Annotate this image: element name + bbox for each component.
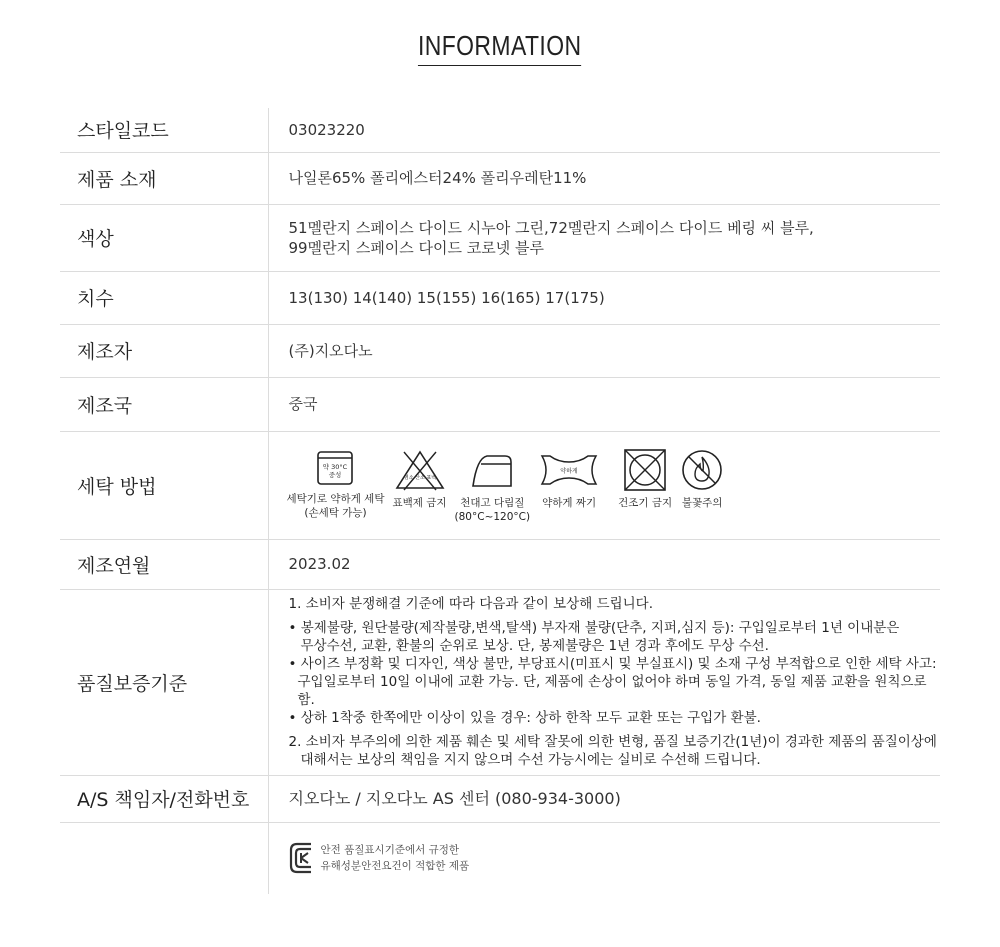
kc-mark-icon — [289, 841, 315, 875]
color-label: 색상 — [60, 204, 268, 271]
no-fire-icon — [680, 448, 724, 492]
warranty-line-1: 1. 소비자 분쟁해결 기준에 따라 다음과 같이 보상해 드립니다. — [288, 596, 653, 612]
iron-icon — [467, 448, 517, 492]
warranty-line-2: • 봉제불량, 원단불량(제작불량,변색,탈색) 부자재 불량(단추, 지퍼,심지 등): 구입일로부터 1년 이내분은 — [288, 620, 900, 636]
kc-value — [268, 822, 940, 894]
country-label: 제조국 — [60, 377, 268, 431]
kc-line-2: 유해성분안전요건이 적합한 제품 — [320, 860, 470, 873]
as-value: 지오다노 / 지오다노 AS 센터 (080-934-3000) — [268, 775, 940, 822]
row-date — [60, 539, 940, 589]
material-value: 나일론65% 폴리에스터24% 폴리우레탄11% — [268, 152, 940, 204]
wash-dryer-label: 건조기 금지 — [618, 497, 673, 509]
date-value: 2023.02 — [268, 539, 940, 589]
warranty-label: 품질보증기준 — [60, 589, 268, 775]
wring-text: 약하게 — [560, 468, 578, 475]
row-color — [60, 204, 940, 271]
color-line-1: 51멜란지 스페이스 다이드 시누아 그린,72멜란지 스페이스 다이드 베링 씨 블루, — [288, 218, 814, 237]
style-code-value: 03023220 — [268, 108, 940, 152]
wash-label: 세탁 방법 — [60, 431, 268, 539]
color-value — [268, 204, 940, 271]
wash-icons — [286, 448, 940, 524]
kc-text — [321, 842, 470, 874]
size-value: 13(130) 14(140) 15(155) 16(165) 17(175) — [268, 271, 940, 324]
warranty-value — [268, 589, 940, 775]
wash-neutral-text: 중성 — [329, 471, 342, 479]
style-code-label: 스타일코드 — [60, 108, 268, 152]
row-wash — [60, 431, 940, 539]
page-title: INFORMATION — [418, 30, 582, 66]
maker-label: 제조자 — [60, 324, 268, 377]
info-table — [60, 108, 940, 894]
wash-item-wring — [538, 448, 600, 510]
row-maker — [60, 324, 940, 377]
material-label: 제품 소재 — [60, 152, 268, 204]
wash-wring-label: 약하게 짜기 — [542, 497, 597, 509]
wash-item-fire — [680, 448, 724, 510]
wash-item-iron — [455, 448, 531, 524]
wring-gently-icon — [538, 448, 600, 492]
row-as — [60, 775, 940, 822]
maker-value: (주)지오다노 — [268, 324, 940, 377]
row-style-code — [60, 108, 940, 152]
warranty-line-8: 대해서는 보상의 책임을 지지 않으며 수선 가능시에는 실비로 수선해 드립니다. — [300, 752, 761, 768]
wash-item-machine — [287, 448, 385, 520]
no-tumble-dry-icon — [622, 448, 668, 492]
warranty-line-6: • 상하 1착중 한쪽에만 이상이 있을 경우: 상하 한착 모두 교환 또는 구입가 환불. — [288, 710, 761, 726]
row-size — [60, 271, 940, 324]
warranty-line-7: 2. 소비자 부주의에 의한 제품 훼손 및 세탁 잘못에 의한 변형, 품질 보증기간(1년)이 경과한 제품의 품질이상에 — [288, 734, 937, 750]
wash-iron-label: 천대고 다림질 — [460, 497, 525, 509]
row-material — [60, 152, 940, 204]
wash-bleach-label: 표백제 금지 — [392, 497, 447, 509]
wash-30-icon — [315, 448, 355, 488]
row-country — [60, 377, 940, 431]
warranty-line-4: • 사이즈 부정확 및 디자인, 색상 불만, 부당표시(미표시 및 부실표시) 및 소재 구성 부적합으로 인한 세탁 사고: — [288, 656, 937, 672]
kc-line-1: 안전 품질표시기준에서 규정한 — [320, 844, 460, 857]
bleach-text: 염소·산소 표백 — [403, 475, 436, 481]
wash-fire-label: 불꽃주의 — [681, 497, 723, 509]
wash-item-dryer — [618, 448, 672, 510]
wash-machine-sub: (손세탁 가능) — [304, 507, 367, 519]
as-label: A/S 책임자/전화번호 — [60, 775, 268, 822]
size-label: 치수 — [60, 271, 268, 324]
color-line-2: 99멜란지 스페이스 다이드 코로넷 블루 — [288, 238, 545, 257]
country-value: 중국 — [268, 377, 940, 431]
no-bleach-icon — [394, 448, 446, 492]
wash-temp-text: 약 30°C — [323, 463, 348, 471]
kc-label-cell — [60, 822, 268, 894]
row-warranty — [60, 589, 940, 775]
kc-block — [289, 841, 940, 875]
wash-item-bleach — [392, 448, 446, 510]
title-wrap — [0, 30, 1000, 66]
wash-iron-sub: (80°C~120°C) — [454, 511, 531, 523]
wash-machine-label: 세탁기로 약하게 세탁 — [286, 493, 385, 505]
warranty-line-5: 구입일로부터 10일 이내에 교환 가능. 단, 제품에 손상이 없어야 하며 동일 가격, 동일 제품 교환을 원칙으로 함. — [297, 674, 927, 708]
date-label: 제조연월 — [60, 539, 268, 589]
row-kc — [60, 822, 940, 894]
warranty-line-3: 무상수선, 교환, 환불의 순위로 보상. 단, 봉제불량은 1년 경과 후에도 무상 수선. — [300, 638, 769, 654]
wash-value — [268, 431, 940, 539]
